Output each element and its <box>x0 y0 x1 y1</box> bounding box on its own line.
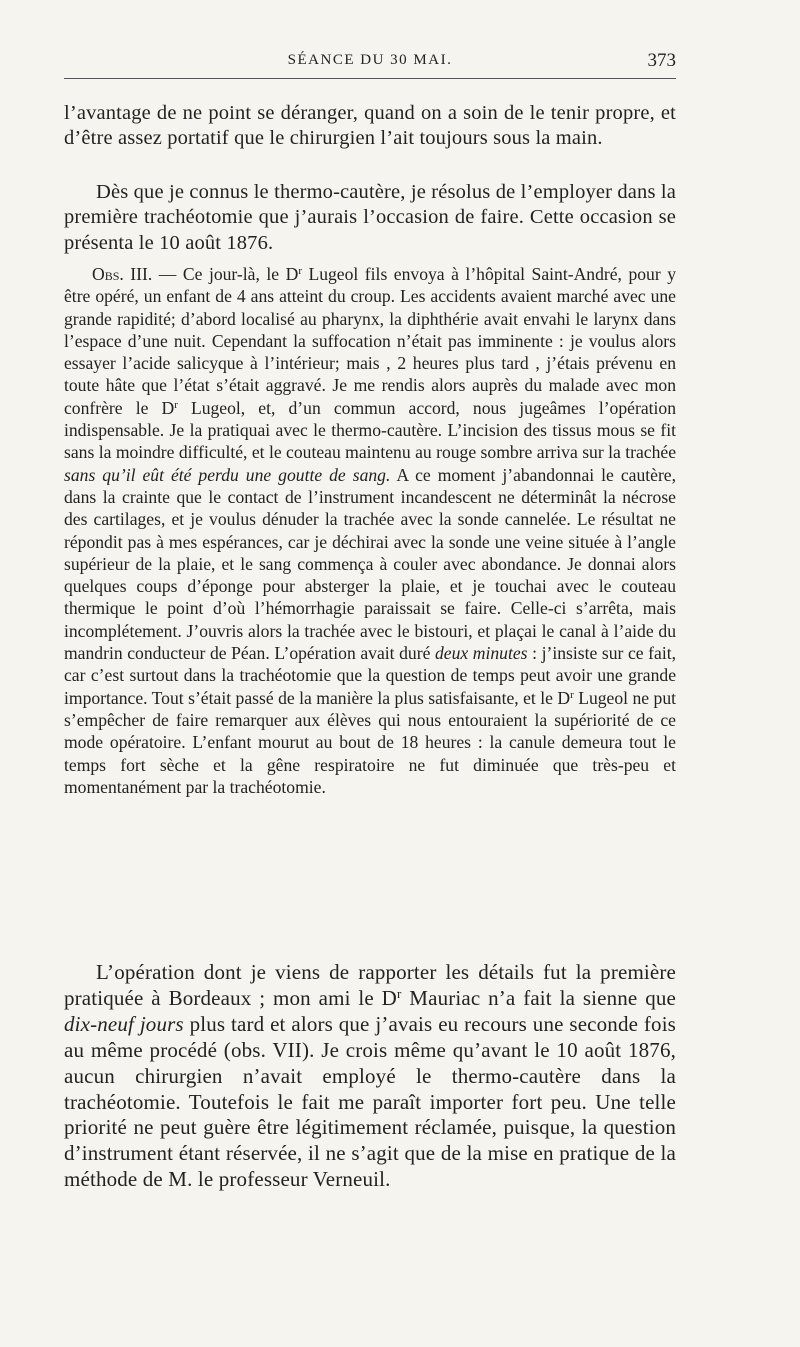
running-title: SÉANCE DU 30 MAI. <box>287 52 453 68</box>
superscript: r <box>174 398 178 411</box>
paragraph-continuation: l’avantage de ne point se déranger, quand on a soin de le tenir propre, et d’être assez portatif que le chirurgien l’ait toujours sous la main. <box>64 102 676 150</box>
observation-block <box>64 263 676 798</box>
emphasis-text: deux minutes <box>434 643 528 664</box>
observation-label: Obs. III. <box>92 264 153 284</box>
paragraph-text: Mauriac n’a fait la sienne que <box>401 985 676 1010</box>
paragraph-priority <box>64 960 676 1193</box>
superscript: r <box>570 688 574 701</box>
page-number: 373 <box>647 50 676 71</box>
running-header <box>64 50 676 79</box>
emphasis-text: dix-neuf jours <box>64 1011 184 1036</box>
superscript: r <box>396 985 402 1001</box>
superscript: r <box>298 265 302 277</box>
observation-text: Lugeol fils envoya à l’hôpital Saint-André, pour y être opéré, un enfant de 4 ans atteint du croup. Les accidents avaient marché avec une grande rapidité; d’abord localisé au pharynx, la diphthérie avait envahi le larynx dans l’espace d’une nuit. Cependant la suffocation n’était pas imminente : je voulus alors essayer l’acide salicyque à l’intérieur; mais , 2 heures plus tard , j’étais prévenu en toute hâte que l’état s’était aggravé. Je me rendis alors auprès du malade avec mon confrère le D <box>64 264 677 418</box>
observation-text: A ce moment j’abandonnai le cautère, dans la crainte que le contact de l’instrument incandescent ne déterminât la nécrose des cartilages, et je voulus dénuder la trachée avec la sonde cannelée. Le résultat ne répondit pas à mes espérances, car je déchirai avec la sonde une veine située à l’angle supérieur de la plaie, et le sang commença à couler avec abondance. Je donnai alors quelques coups d’éponge pour absterger la plaie, et je touchai avec le couteau thermique le point d’où l’hémorrhagie paraissait se faire. Celle-ci s’arrêta, mais incomplétement. J’ouvris alors la trachée avec le bistouri, et plaçai le canal à l’aide du mandrin conducteur de Péan. L’opération avait duré <box>64 464 677 664</box>
observation-text: Lugeol ne put s’empêcher de faire remarquer aux élèves qui nous entouraient la supériorité de ce mode opératoire. L’enfant mourut au bout de 18 heures : la canule demeura tout le temps fort sèche et la gêne respiratoire ne fut diminuée que très-peu et momentanément par la trachéotomie. <box>64 687 677 797</box>
observation-text: : j’insiste sur ce fait, car c’est surtout dans la trachéotomie que la question de temps peut avoir une grande importance. Tout s’était passé de la manière la plus satisfaisante, et le D <box>64 643 677 708</box>
paragraph-text: plus tard et alors que j’avais eu recours une seconde fois au même procédé (obs. VII). Je crois même qu’avant le 10 août 1876, aucun chirurgien n’avait employé le thermo-cautère dans la trachéotomie. Toutefois le fait me paraît importer fort peu. Une telle priorité ne peut guère être légitimement réclamée, puisque, la question d’instrument étant réservée, il ne s’agit que de la mise en pratique de la méthode de M. le professeur Verneuil. <box>64 1011 676 1192</box>
observation-text: — Ce jour-là, le D <box>152 264 299 284</box>
paragraph-text: L’opération dont je viens de rapporter les détails fut la première pratiquée à Bordeaux ; mon ami le D <box>64 960 676 1010</box>
emphasis-text: sans qu’il eût été perdu une goutte de sang. <box>64 464 391 485</box>
observation-text: Lugeol, et, d’un commun accord, nous jugeâmes l’opération indispensable. Je la pratiquai avec le thermo-cautère. L’incision des tissus mous se fit sans la moindre difficulté, et le couteau maintenu au rouge sombre arriva sur la trachée <box>64 397 677 463</box>
paragraph-thermo-cautere: Dès que je connus le thermo-cautère, je résolus de l’employer dans la première trachéotomie que j’aurais l’occasion de faire. Cette occasion se présenta le 10 août 1876. <box>64 181 676 254</box>
